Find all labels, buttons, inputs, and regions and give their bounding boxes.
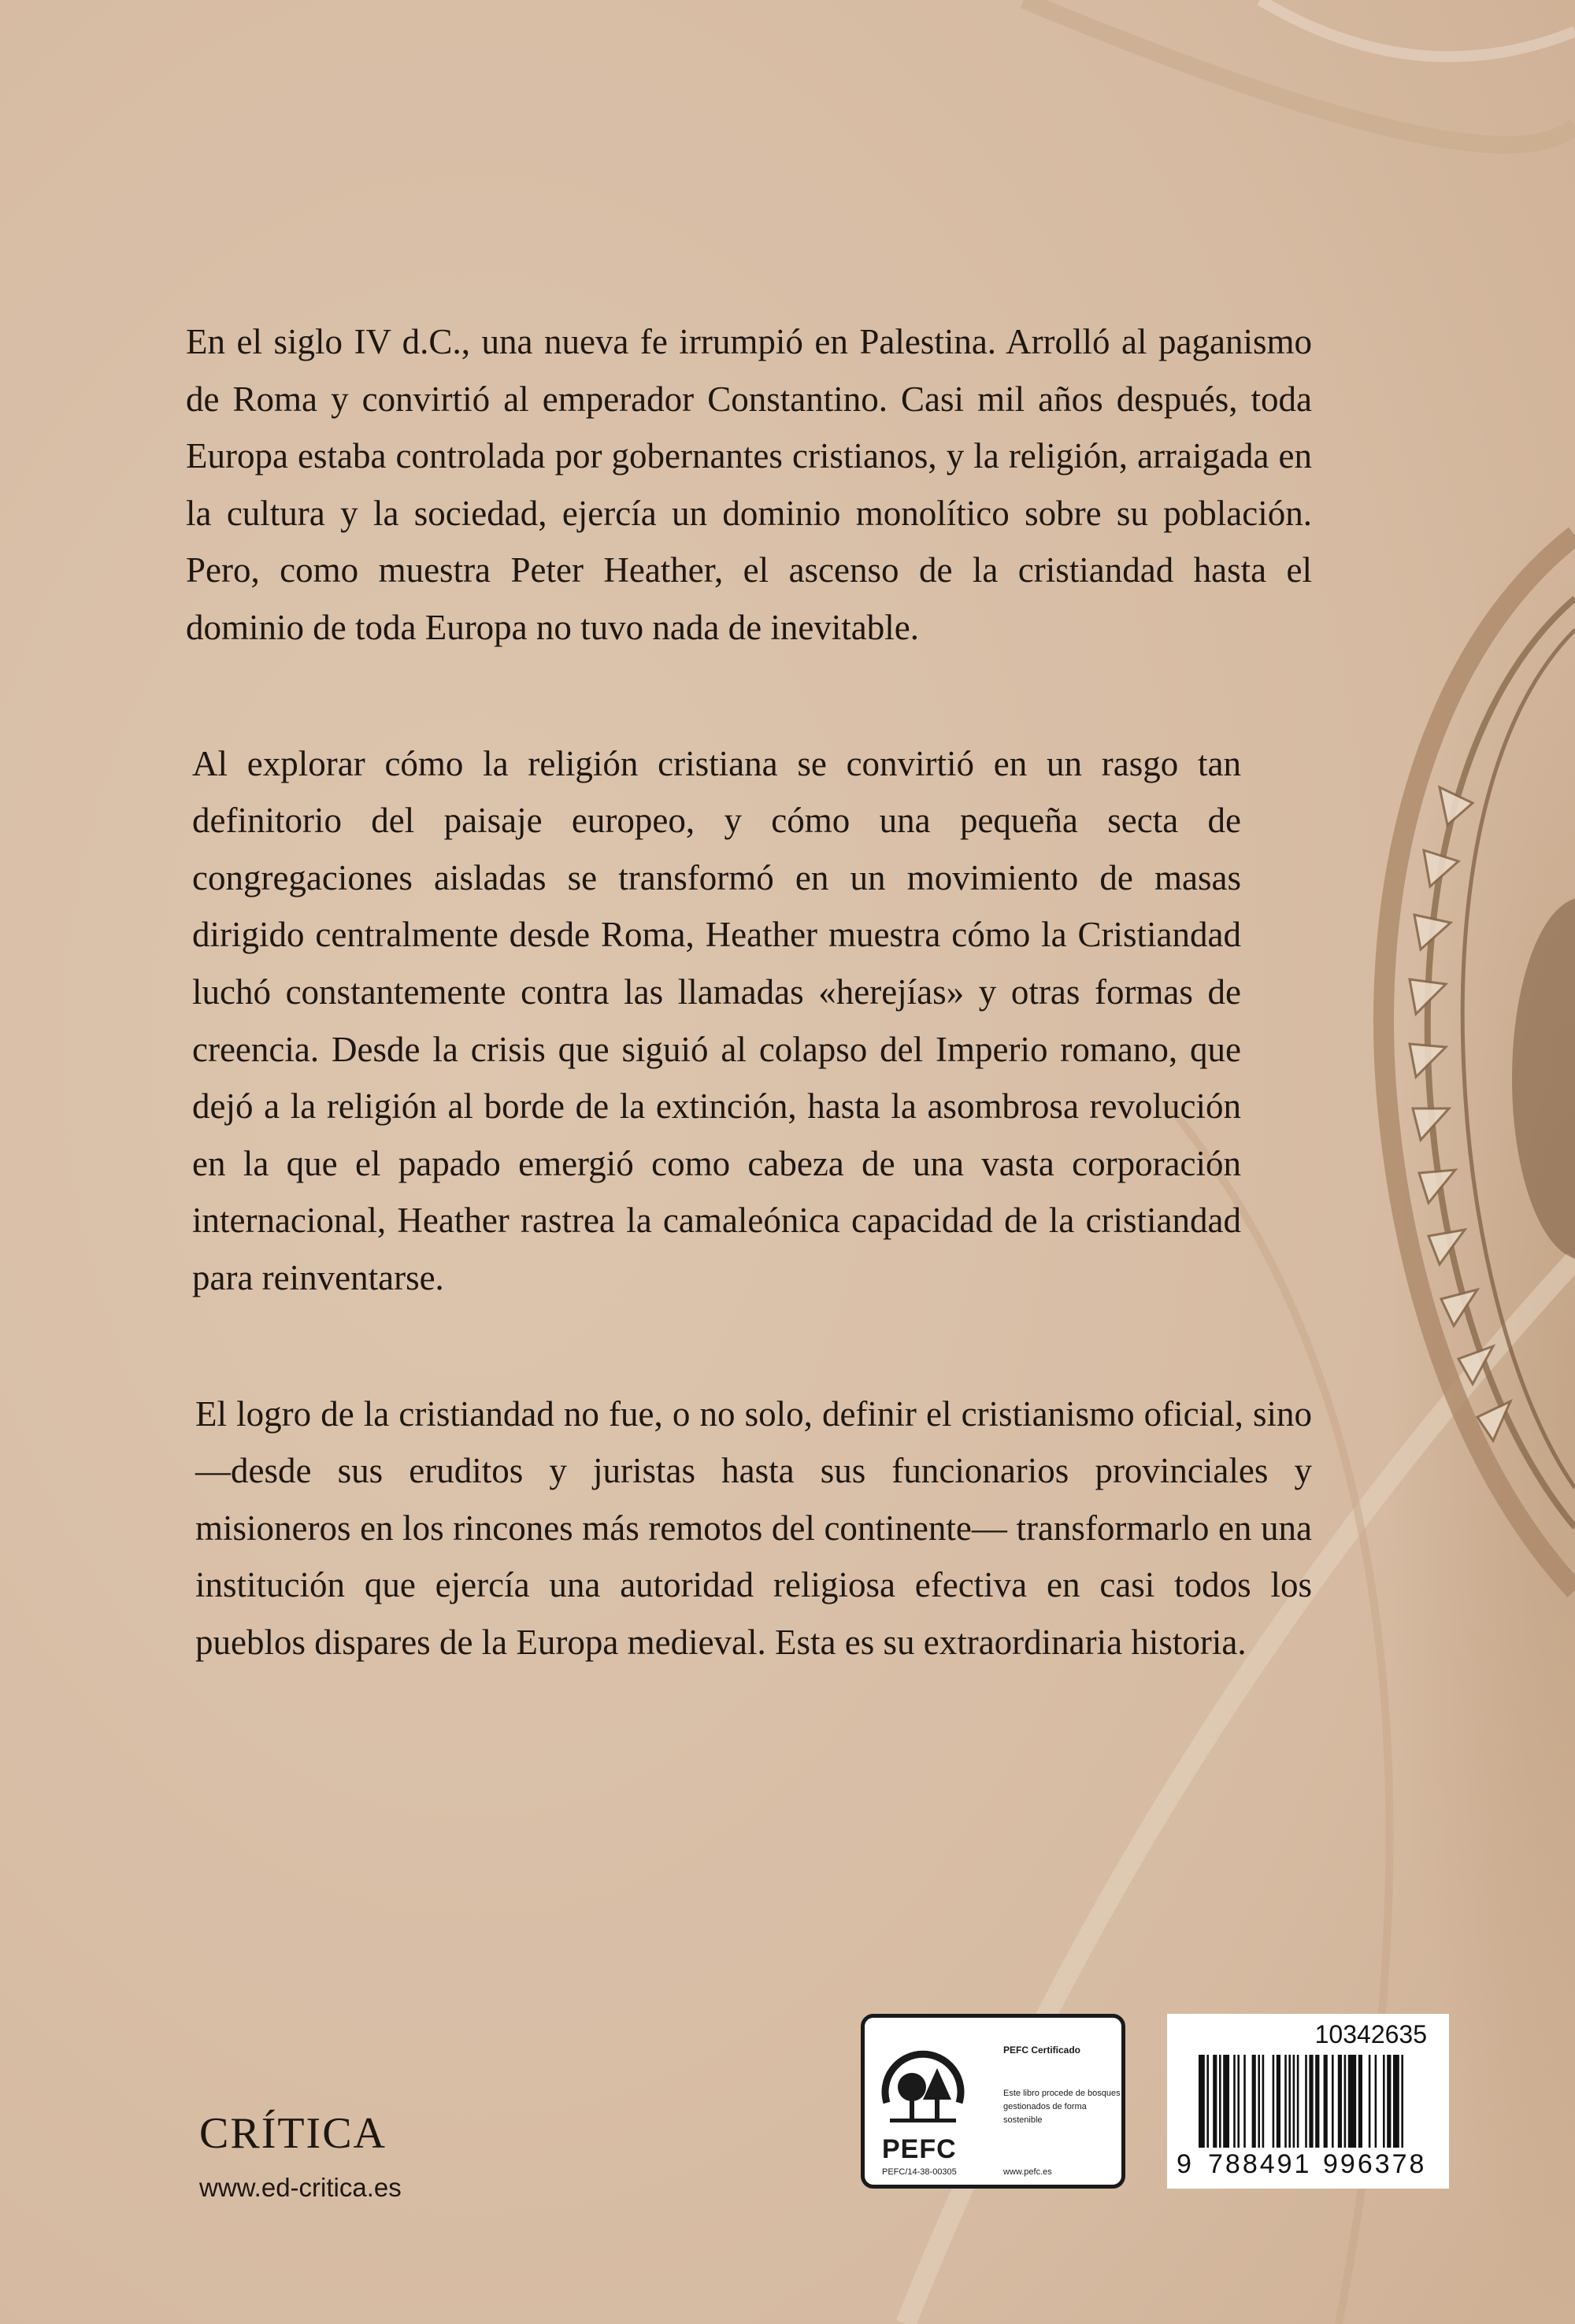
barcode-bar [1338,2055,1342,2148]
pefc-trees-logo-icon [879,2048,967,2134]
barcode-bar [1344,2055,1347,2148]
barcode-bars [1199,2055,1427,2159]
barcode-bar [1223,2055,1229,2148]
barcode-bar [1315,2055,1319,2148]
barcode-bar [1277,2055,1280,2148]
barcode-bar [1199,2055,1205,2148]
barcode-first-digit: 9 [1177,2149,1191,2179]
pefc-certified-heading: PEFC Certificado [1003,2045,1081,2056]
publisher-url[interactable]: www.ed-critica.es [199,2173,402,2202]
barcode-bar [1305,2055,1307,2148]
barcode-bar [1393,2055,1399,2148]
barcode-bar [1258,2055,1260,2148]
barcode-bar [1401,2055,1403,2148]
barcode-bar [1213,2055,1217,2148]
pefc-wordmark: PEFC [882,2134,957,2164]
barcode-bar [1233,2055,1236,2148]
barcode-bar [1273,2055,1275,2148]
barcode-bar [1206,2055,1209,2148]
pefc-license-code: PEFC/14-38-00305 [882,2167,957,2177]
barcode-bar [1252,2055,1256,2148]
barcode-bar [1332,2055,1334,2148]
back-cover-blurb [186,313,1312,1671]
barcode-bar [1309,2055,1313,2148]
pefc-website: www.pefc.es [1003,2167,1052,2177]
barcode-bar [1243,2055,1246,2148]
barcode-bar [1348,2055,1356,2148]
barcode-bar [1375,2055,1377,2148]
barcode-right-digits: 996378 [1323,2149,1427,2179]
barcode-bar [1262,2055,1265,2148]
barcode-bar [1284,2055,1287,2148]
barcode-reference-number: 10342635 [1314,2020,1427,2048]
barcode-bar [1387,2055,1391,2148]
blurb-paragraph-3: El logro de la cristiandad no fue, o no solo, definir el cristianismo oficial, sino —desde sus eruditos y juristas hasta sus funcionarios provinciales y misioneros en los rincones más remotos del continente— transformarlo en una institución que ejercía una autoridad religiosa efectiva en casi todos los pueblos dispares de la Europa medieval. Esta es su extraordinaria historia. [195,1393,1312,1662]
isbn-barcode-label [1167,2014,1449,2189]
barcode-bar [1237,2055,1240,2148]
barcode-bar [1324,2055,1328,2148]
pefc-description: Este libro procede de bosques gestionados de forma sostenible [1003,2089,1121,2125]
pefc-certification-label [861,2014,1125,2189]
barcode-bar [1369,2055,1371,2148]
barcode-left-digits: 788491 [1208,2149,1312,2179]
blurb-paragraph-2: Al explorar cómo la religión cristiana se convirtió en un rasgo tan definitorio del paisaje europeo, y cómo una pequeña secta de congregaciones aisladas se transformó en un movimiento de masas dirigido centralmente desde Roma, Heather muestra cómo la Cristiandad luchó constantemente contra las llamadas «herejías» y otras formas de creencia. Desde la crisis que siguió al colapso del Imperio romano, que dejó a la religión al borde de la extinción, hasta la asombrosa revolución en la que el papado emergió como cabeza de una vasta corporación internacional, Heather rastrea la camaleónica capacidad de la cristiandad para reinventarse. [192,743,1241,1297]
barcode-bar [1358,2055,1362,2148]
publisher-block [199,2110,402,2203]
barcode-bar [1293,2055,1295,2148]
barcode-bar [1288,2055,1291,2148]
barcode-bar [1219,2055,1221,2148]
barcode-bar [1383,2055,1385,2148]
blurb-paragraph-1: En el siglo IV d.C., una nueva fe irrumpió en Palestina. Arrolló al paganismo de Roma y convirtió al emperador Constantino. Casi mil años después, toda Europa estaba controlada por gobernantes cristianos, y la religión, arraigada en la cultura y la sociedad, ejercía un dominio monolítico sobre su población. Pero, como muestra Peter Heather, el ascenso de la cristiandad hasta el dominio de toda Europa no tuvo nada de inevitable. [186,322,1312,647]
publisher-logo: CRÍTICA [199,2109,387,2158]
barcode-bar [1297,2055,1299,2148]
